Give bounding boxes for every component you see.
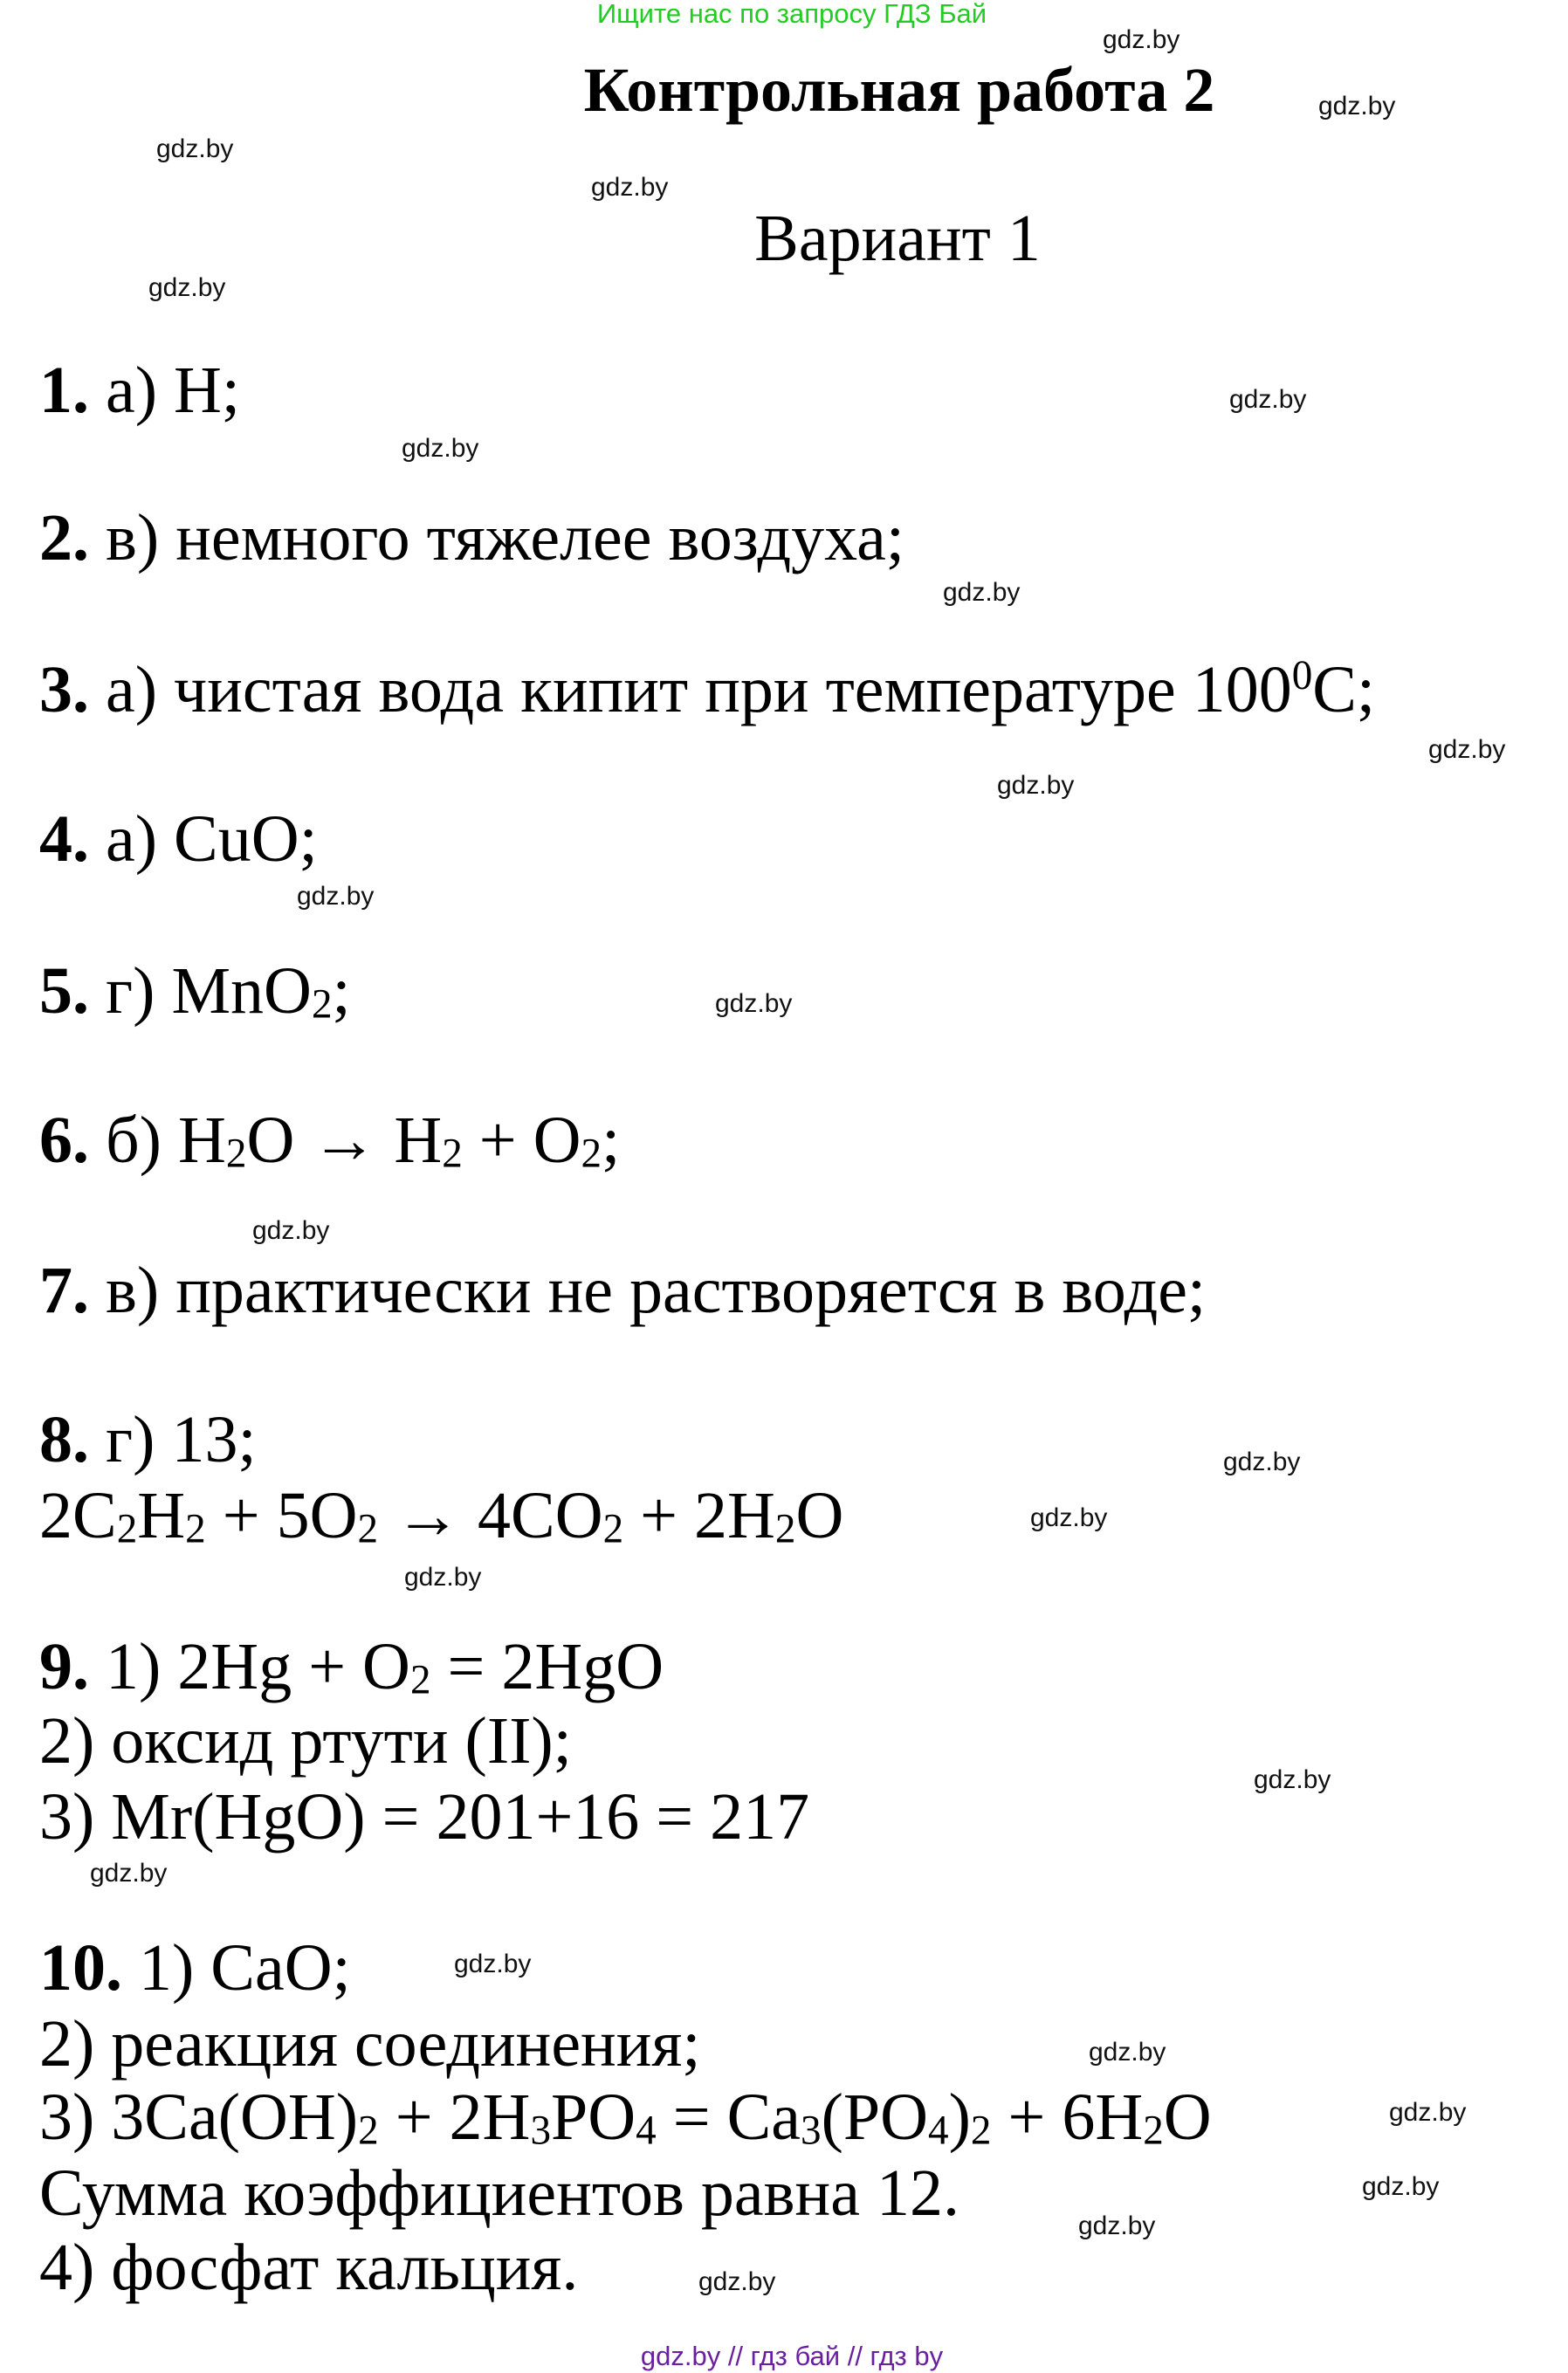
answer-number: 10. xyxy=(39,1931,122,2005)
answer-sub: 4 xyxy=(928,2108,949,2154)
variant-heading: Вариант 1 xyxy=(754,202,1041,275)
answer-sub: 2 xyxy=(581,1131,602,1177)
answer-number: 3. xyxy=(39,653,89,726)
answer-number: 7. xyxy=(39,1254,89,1327)
answer-number: 6. xyxy=(39,1104,89,1177)
answer-text: 3) 3Ca(OH) xyxy=(39,2081,359,2154)
answer-number: 4. xyxy=(39,802,89,876)
answer-sub: 2 xyxy=(409,1657,431,1703)
answer-text: ; xyxy=(332,954,351,1028)
answer-line xyxy=(39,954,351,1028)
watermark: gdz.by xyxy=(1103,25,1180,54)
answer-sub: 2 xyxy=(116,1506,138,1552)
answer-sub: 2 xyxy=(225,1131,247,1177)
answer-line xyxy=(39,1931,351,2005)
answer-text: = 2HgO xyxy=(430,1630,664,1703)
answer-line xyxy=(39,1630,664,1703)
answer-text: 1) 2Hg + O xyxy=(89,1630,410,1703)
answer-sub: 2 xyxy=(774,1506,796,1552)
answer-text: в) немного тяжелее воздуха; xyxy=(89,501,904,574)
answer-text: O xyxy=(795,1479,844,1552)
answer-sub: 2 xyxy=(1143,2108,1164,2154)
answer-text: → 4CO xyxy=(378,1479,603,1552)
watermark: gdz.by xyxy=(252,1216,330,1245)
page-title: Контрольная работа 2 xyxy=(583,55,1215,125)
answer-line xyxy=(39,2081,1212,2154)
answer-text: а) H; xyxy=(89,354,241,427)
answer-line xyxy=(39,653,1376,726)
answer-text: 2) оксид ртути (II); xyxy=(39,1704,572,1778)
watermark: gdz.by xyxy=(297,882,375,911)
answer-line xyxy=(39,1403,257,1476)
watermark: gdz.by xyxy=(1223,1448,1301,1476)
watermark: gdz.by xyxy=(715,989,793,1018)
answer-text: б) H xyxy=(89,1104,226,1177)
answer-text: в) практически не растворяется в воде; xyxy=(89,1254,1207,1327)
watermark: gdz.by xyxy=(404,1563,482,1592)
watermark: gdz.by xyxy=(698,2267,776,2296)
answer-text: O xyxy=(1163,2081,1212,2154)
answer-text: г) MnO xyxy=(89,954,312,1028)
answer-line xyxy=(39,354,241,427)
answer-sub: 3 xyxy=(801,2108,822,2154)
answer-sub: 4 xyxy=(636,2108,657,2154)
answer-text: = Ca xyxy=(656,2081,801,2154)
watermark: gdz.by xyxy=(454,1950,532,1978)
watermark: gdz.by xyxy=(156,134,234,163)
answer-sub: 2 xyxy=(185,1506,206,1552)
watermark: gdz.by xyxy=(1362,2172,1440,2201)
answer-sub: 2 xyxy=(970,2108,992,2154)
watermark: gdz.by xyxy=(1030,1503,1108,1532)
answer-text: 4) фосфат кальция. xyxy=(39,2231,579,2304)
answer-text: + 2H xyxy=(378,2081,531,2154)
answer-line xyxy=(39,1704,572,1778)
answer-sup: 0 xyxy=(1291,653,1313,699)
answer-number: 9. xyxy=(39,1630,89,1703)
watermark: gdz.by xyxy=(997,771,1075,800)
promo-banner[interactable]: Ищите нас по запросу ГДЗ Бай xyxy=(596,0,987,29)
answer-text: Сумма коэффициентов равна 12. xyxy=(39,2156,959,2230)
watermark: gdz.by xyxy=(1428,735,1506,764)
answer-number: 1. xyxy=(39,354,89,427)
watermark: gdz.by xyxy=(90,1859,168,1888)
answer-line xyxy=(39,802,318,876)
answer-text: 1) CaO; xyxy=(122,1931,351,2005)
watermark: gdz.by xyxy=(402,434,479,463)
answer-line xyxy=(39,1254,1207,1327)
watermark: gdz.by xyxy=(148,273,226,302)
watermark: gdz.by xyxy=(1318,92,1396,120)
answer-text: 2C xyxy=(39,1479,117,1552)
answer-line xyxy=(39,1780,810,1854)
watermark: gdz.by xyxy=(943,578,1021,607)
answer-text: C; xyxy=(1312,653,1376,726)
answer-number: 5. xyxy=(39,954,89,1028)
answer-line xyxy=(39,2156,959,2230)
answer-sub: 2 xyxy=(311,981,333,1028)
answer-number: 8. xyxy=(39,1403,89,1476)
answer-sub: 3 xyxy=(530,2108,551,2154)
answer-sub: 2 xyxy=(358,2108,379,2154)
answer-text: г) 13; xyxy=(89,1403,257,1476)
answer-text: + 2H xyxy=(623,1479,775,1552)
answer-sub: 2 xyxy=(442,1131,463,1177)
answer-line xyxy=(39,1104,621,1177)
answer-text: + O xyxy=(462,1104,581,1177)
answer-text: 3) Mr(HgO) = 201+16 = 217 xyxy=(39,1780,810,1854)
watermark: gdz.by xyxy=(591,173,669,202)
watermark: gdz.by xyxy=(1089,2038,1166,2067)
answer-text: H xyxy=(137,1479,186,1552)
answer-number: 2. xyxy=(39,501,89,574)
watermark: gdz.by xyxy=(1229,385,1307,414)
answer-sub: 2 xyxy=(357,1506,379,1552)
answer-text: ; xyxy=(602,1104,621,1177)
answer-text: ) xyxy=(948,2081,971,2154)
answer-line xyxy=(39,1479,844,1552)
answer-text: 2) реакция соединения; xyxy=(39,2007,701,2081)
footer-links[interactable]: gdz.by // гдз бай // гдз by xyxy=(640,2341,944,2371)
answer-line xyxy=(39,501,904,574)
answer-text: O → H xyxy=(246,1104,443,1177)
answer-text: а) CuO; xyxy=(89,802,318,876)
answer-text: (PO xyxy=(821,2081,929,2154)
watermark: gdz.by xyxy=(1078,2211,1156,2240)
answer-line xyxy=(39,2231,579,2304)
watermark: gdz.by xyxy=(1254,1765,1331,1794)
watermark: gdz.by xyxy=(1389,2098,1467,2127)
answer-text: + 6H xyxy=(991,2081,1144,2154)
answer-text: PO xyxy=(551,2081,636,2154)
answer-text: а) чистая вода кипит при температуре 100 xyxy=(89,653,1292,726)
answer-line xyxy=(39,2007,701,2081)
answer-text: + 5O xyxy=(205,1479,358,1552)
answer-sub: 2 xyxy=(602,1506,624,1552)
